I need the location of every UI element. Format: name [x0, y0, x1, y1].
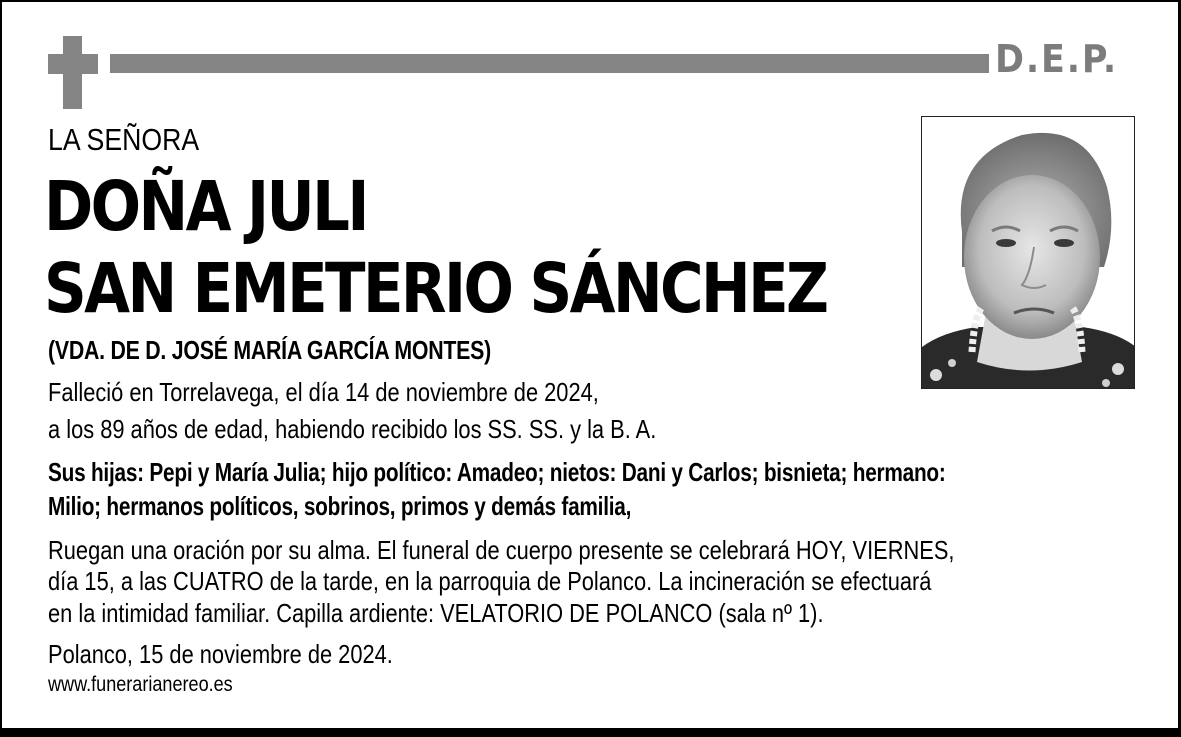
dep-label: D.E.P. [995, 37, 1118, 81]
death-info-line1: Falleció en Torrelavega, el día 14 de noviembre de 2024, [48, 377, 599, 407]
family-line2: Milio; hermanos políticos, sobrinos, primos y demás familia, [48, 491, 632, 521]
deceased-name-line2: SAN EMETERIO SÁNCHEZ [44, 249, 827, 329]
widow-of: (VDA. DE D. JOSÉ MARÍA GARCÍA MONTES) [48, 335, 491, 365]
header-rule [110, 54, 989, 73]
deceased-name-line1: DOÑA JULI [44, 167, 367, 247]
portrait-photo [921, 116, 1135, 389]
death-info-line2: a los 89 años de edad, habiendo recibido los SS. SS. y la B. A. [48, 414, 657, 444]
place-date: Polanco, 15 de noviembre de 2024. [48, 639, 393, 669]
website-link[interactable]: www.funerarianereo.es [48, 673, 233, 696]
cross-icon-arm [48, 54, 98, 74]
portrait-image [922, 117, 1135, 389]
honorific: LA SEÑORA [48, 122, 200, 157]
ceremony-line1: Ruegan una oración por su alma. El funeral de cuerpo presente se celebrará HOY, VIERNES, [48, 535, 955, 565]
ceremony-line2: día 15, a las CUATRO de la tarde, en la parroquia de Polanco. La incineración se efectuará [48, 566, 932, 596]
family-line1: Sus hijas: Pepi y María Julia; hijo político: Amadeo; nietos: Dani y Carlos; bisnieta; hermano: [48, 457, 946, 487]
ceremony-line3: en la intimidad familiar. Capilla ardiente: VELATORIO DE POLANCO (sala nº 1). [48, 598, 824, 628]
